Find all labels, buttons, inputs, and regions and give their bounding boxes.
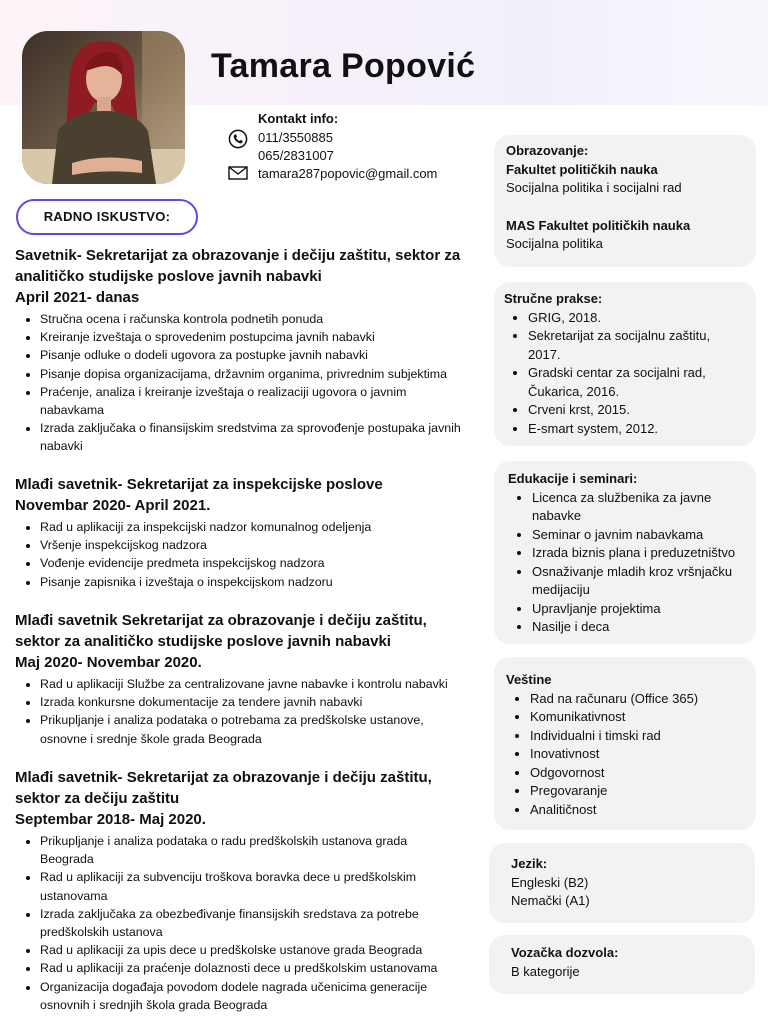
list-item: • Analitičnost bbox=[530, 801, 744, 820]
phone-icon bbox=[228, 129, 248, 152]
skills-list bbox=[506, 690, 744, 820]
job-title: Savetnik- Sekretarijat za obrazovanje i dečiju zaštitu, sektor za analitičko studijske poslove javnih nabavki April 2021- danas bbox=[15, 247, 461, 306]
person-name: Tamara Popović bbox=[211, 47, 476, 85]
list-item: • Izrada biznis plana i preduzetništvo bbox=[532, 544, 742, 563]
section-title-experience: RADNO ISKUSTVO: bbox=[16, 199, 198, 235]
list-item: • Vršenje inspekcijskog nadzora bbox=[40, 536, 487, 554]
list-item: • Pisanje dopisa organizacijama, državnim organima, privrednim subjektima bbox=[40, 365, 487, 383]
list-item: • E-smart system, 2012. bbox=[528, 420, 726, 439]
job-title: Mlađi savetnik Sekretarijat za obrazovanje i dečiju zaštitu, sektor za analitičko studijske poslove javnih nabavki Maj 2020- Novembar 2020. bbox=[15, 612, 427, 671]
education-card bbox=[494, 135, 756, 267]
profile-photo bbox=[22, 31, 185, 184]
language-item: Engleski (B2) bbox=[511, 874, 589, 890]
list-item: • Odgovornost bbox=[530, 764, 744, 783]
list-item: • Kreiranje izveštaja o sprovedenim postupcima javnih nabavki bbox=[40, 328, 487, 346]
list-item: • GRIG, 2018. bbox=[528, 309, 726, 328]
list-item: • Inovativnost bbox=[530, 745, 744, 764]
practice-card bbox=[494, 282, 756, 446]
list-item: • Rad u aplikaciji Službe za centralizovane javne nabavke i kontrolu nabavki bbox=[40, 675, 487, 693]
seminars-list bbox=[508, 489, 742, 637]
license-heading: Vozačka dozvola: bbox=[511, 945, 619, 960]
list-item: • Stručna ocena i računska kontrola podnetih ponuda bbox=[40, 310, 487, 328]
license-value: B kategorije bbox=[511, 963, 580, 979]
list-item: • Izrada zaključaka o finansijskim sredstvima za sprovođenje postupaka javnih nabavki bbox=[40, 419, 487, 455]
phone-1: 011/3550885 bbox=[258, 130, 333, 145]
job-entry bbox=[15, 767, 487, 1014]
list-item: • Pisanje odluke o dodeli ugovora za postupke javnih nabavki bbox=[40, 346, 487, 364]
list-item: • Organizacija događaja povodom dodele nagrada učenicima generacije osnovnih i srednjih škola grada Beograda bbox=[40, 978, 487, 1014]
list-item: • Individualni i timski rad bbox=[530, 727, 744, 746]
practice-heading: Stručne prakse: bbox=[504, 291, 603, 306]
skills-card bbox=[494, 657, 756, 830]
education-program: Socijalna politika bbox=[506, 236, 603, 251]
language-heading: Jezik: bbox=[511, 856, 548, 871]
list-item: • Seminar o javnim nabavkama bbox=[532, 526, 742, 545]
education-program: Socijalna politika i socijalni rad bbox=[506, 180, 682, 195]
list-item: • Nasilje i deca bbox=[532, 618, 742, 637]
list-item: • Crveni krst, 2015. bbox=[528, 401, 726, 420]
language-card bbox=[489, 843, 755, 923]
license-card bbox=[489, 935, 755, 994]
job-duties bbox=[15, 675, 487, 748]
job-title: Mlađi savetnik- Sekretarijat za inspekcijske poslove Novembar 2020- April 2021. bbox=[15, 476, 383, 514]
phone-2: 065/2831007 bbox=[258, 148, 334, 163]
skills-heading: Veštine bbox=[506, 672, 552, 687]
list-item: • Izrada zaključaka za obezbeđivanje finansijskih sredstava za potrebe predškolskih ustanova bbox=[40, 905, 487, 941]
job-entry bbox=[15, 610, 487, 748]
mail-icon bbox=[228, 166, 248, 183]
practice-list bbox=[504, 309, 746, 439]
list-item: • Prikupljanje i analiza podataka o potrebama za predškolske ustanove, osnovne i srednje škole grada Beograda bbox=[40, 711, 487, 747]
list-item: • Rad u aplikaciji za upis dece u predškolske ustanove grada Beograda bbox=[40, 941, 487, 959]
seminars-card bbox=[494, 461, 756, 644]
job-title: Mlađi savetnik- Sekretarijat za obrazovanje i dečiju zaštitu, sektor za dečiju zaštitu Septembar 2018- Maj 2020. bbox=[15, 769, 432, 828]
list-item: • Rad u aplikaciji za praćenje dolaznosti dece u predškolskim ustanovama bbox=[40, 959, 487, 977]
list-item: • Pisanje zapisnika i izveštaja o inspekcijskom nadzoru bbox=[40, 573, 487, 591]
list-item: • Rad na računaru (Office 365) bbox=[530, 690, 744, 709]
list-item: • Upravljanje projektima bbox=[532, 600, 742, 619]
list-item: • Sekretarijat za socijalnu zaštitu, 2017. bbox=[528, 327, 726, 364]
list-item: • Komunikativnost bbox=[530, 708, 744, 727]
list-item: • Osnaživanje mladih kroz vršnjačku medijaciju bbox=[532, 563, 742, 600]
contact-label: Kontakt info: bbox=[258, 111, 339, 126]
list-item: • Praćenje, analiza i kreiranje izveštaja o realizaciji ugovora o javnim nabavkama bbox=[40, 383, 487, 419]
list-item: • Rad u aplikaciji za inspekcijski nadzor komunalnog odeljenja bbox=[40, 518, 487, 536]
list-item: • Licenca za službenika za javne nabavke bbox=[532, 489, 742, 526]
list-item: • Pregovaranje bbox=[530, 782, 744, 801]
job-entry bbox=[15, 474, 487, 591]
job-duties bbox=[15, 518, 487, 591]
list-item: • Prikupljanje i analiza podataka o radu predškolskih ustanova grada Beograda bbox=[40, 832, 487, 868]
job-duties bbox=[15, 310, 487, 456]
seminars-heading: Edukacije i seminari: bbox=[508, 471, 638, 486]
list-item: • Gradski centar za socijalni rad, Čukarica, 2016. bbox=[528, 364, 726, 401]
job-entry bbox=[15, 245, 487, 456]
list-item: • Rad u aplikaciji za subvenciju troškova boravka dece u predškolskim ustanovama bbox=[40, 868, 487, 904]
list-item: • Vođenje evidencije predmeta inspekcijskog nadzora bbox=[40, 554, 487, 572]
education-heading: Obrazovanje: bbox=[506, 143, 589, 158]
education-school: MAS Fakultet političkih nauka bbox=[506, 217, 691, 233]
education-school: Fakultet političkih nauka bbox=[506, 161, 658, 177]
job-duties bbox=[15, 832, 487, 1014]
list-item: • Izrada konkursne dokumentacije za tendere javnih nabavki bbox=[40, 693, 487, 711]
email: tamara287popovic@gmail.com bbox=[258, 166, 438, 181]
language-item: Nemački (A1) bbox=[511, 893, 590, 908]
